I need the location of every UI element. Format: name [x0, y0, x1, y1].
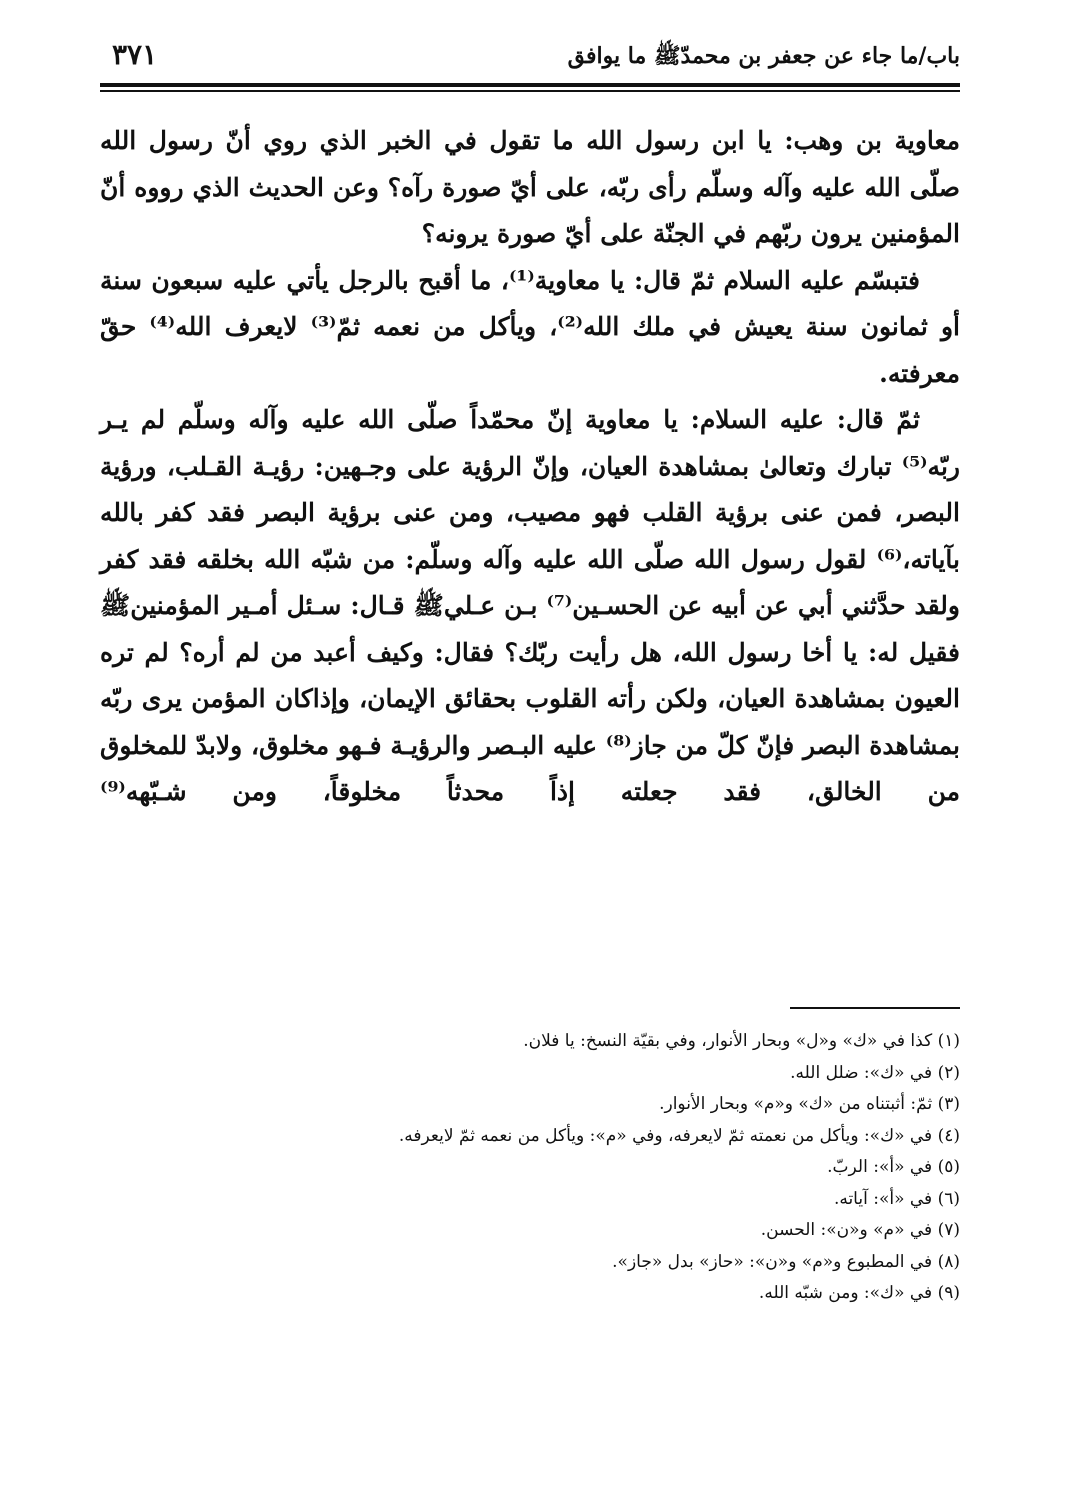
paragraph-2: فتبسّم عليه السلام ثمّ قال: يا معاوية⁽¹⁾، ما أقبح بالرجل يأتي عليه سبعون سنة أو ثمانون سنة يعيش في ملك الله⁽²⁾، ويأكل من نعمه ثمّ⁽³⁾ لايعرف الله⁽⁴⁾ حقّ معرفته.: [100, 265, 960, 388]
page-header: [100, 38, 960, 82]
footnote-separator: [790, 1007, 960, 1009]
footnote-6: (٦) في «أ»: آياته.: [833, 1188, 960, 1209]
footnotes-list: [100, 1026, 960, 1310]
footnote-4: (٤) في «ك»: ويأكل من نعمته ثمّ لايعرفه، وفي «م»: ويأكل من نعمه ثمّ لايعرفه.: [398, 1125, 960, 1146]
running-title: باب/ما جاء عن جعفر بن محمدّﷺ ما يوافق: [567, 43, 960, 69]
header-rule-thin: [100, 90, 960, 92]
footnote-9: (٩) في «ك»: ومن شبّه الله.: [758, 1283, 960, 1303]
footnote-2: (٢) في «ك»: ضلل الله.: [790, 1062, 960, 1083]
header-rule-thick: [100, 83, 960, 87]
footnote-7: (٧) في «م» و«ن»: الحسن.: [760, 1220, 960, 1240]
footnote-8: (٨) في المطبوع و«م» و«ن»: «حاز» بدل «جاز».: [612, 1251, 960, 1272]
page-number: ٣٧١: [112, 38, 158, 71]
footnote-1: (١) كذا في «ك» و«ل» وبحار الأنوار، وفي بقيّة النسخ: يا فلان.: [523, 1031, 960, 1051]
main-text: [100, 118, 960, 816]
footnote-5: (٥) في «أ»: الربّ.: [827, 1157, 960, 1177]
paragraph-1: معاوية بن وهب: يا ابن رسول الله ما تقول في الخبر الذي روي أنّ رسول الله صلّى الله عليه وآله وسلّم رأى ربّه، على أيّ صورة رآه؟ وعن الحديث الذي رووه أنّ المؤمنين يرون ربّهم في الجنّة على أيّ صورة يرونه؟: [100, 126, 960, 248]
footnote-3: (٣) ثمّ: أثبتناه من «ك» و«م» وبحار الأنوار.: [659, 1094, 960, 1114]
paragraph-3: ثمّ قال: عليه السلام: يا معاوية إنّ محمّداً صلّى الله عليه وآله وسلّم لم يـر ربّه⁽⁵⁾ تبارك وتعالىٰ بمشاهدة العيان، وإنّ الرؤية على وجـهين: رؤيـة القـلب، ورؤية البصر، فمن عنى برؤية القلب فهو مصيب، ومن عنى برؤية البصر فقد كفر بالله بآياته،⁽⁶⁾ لقول رسول الله صلّى الله عليه وآله وسلّم: من شبّه الله بخلقه فقد كفر ولقد حدَّثني أبي عن أبيه عن الحسـين⁽⁷⁾ بـن عـليﷺ قـال: سـئل أمـير المؤمنينﷺ فقيل له: يا أخا رسول الله، هل رأيت ربّك؟ فقال: وكيف أعبد من لم أره؟ لم تره العيون بمشاهدة العيان، ولكن رأته القلوب بحقائق الإيمان، وإذاكان المؤمن يرى ربّه بمشاهدة البصر فإنّ كلّ من جاز⁽⁸⁾ عليه البـصر والرؤيـة فـهو مخلوق، ولابدّ للمخلوق من الخالق، فقد جعلته إذاً محدثاً مخلوقاً، ومن شـبّهه⁽⁹⁾: [100, 405, 960, 806]
